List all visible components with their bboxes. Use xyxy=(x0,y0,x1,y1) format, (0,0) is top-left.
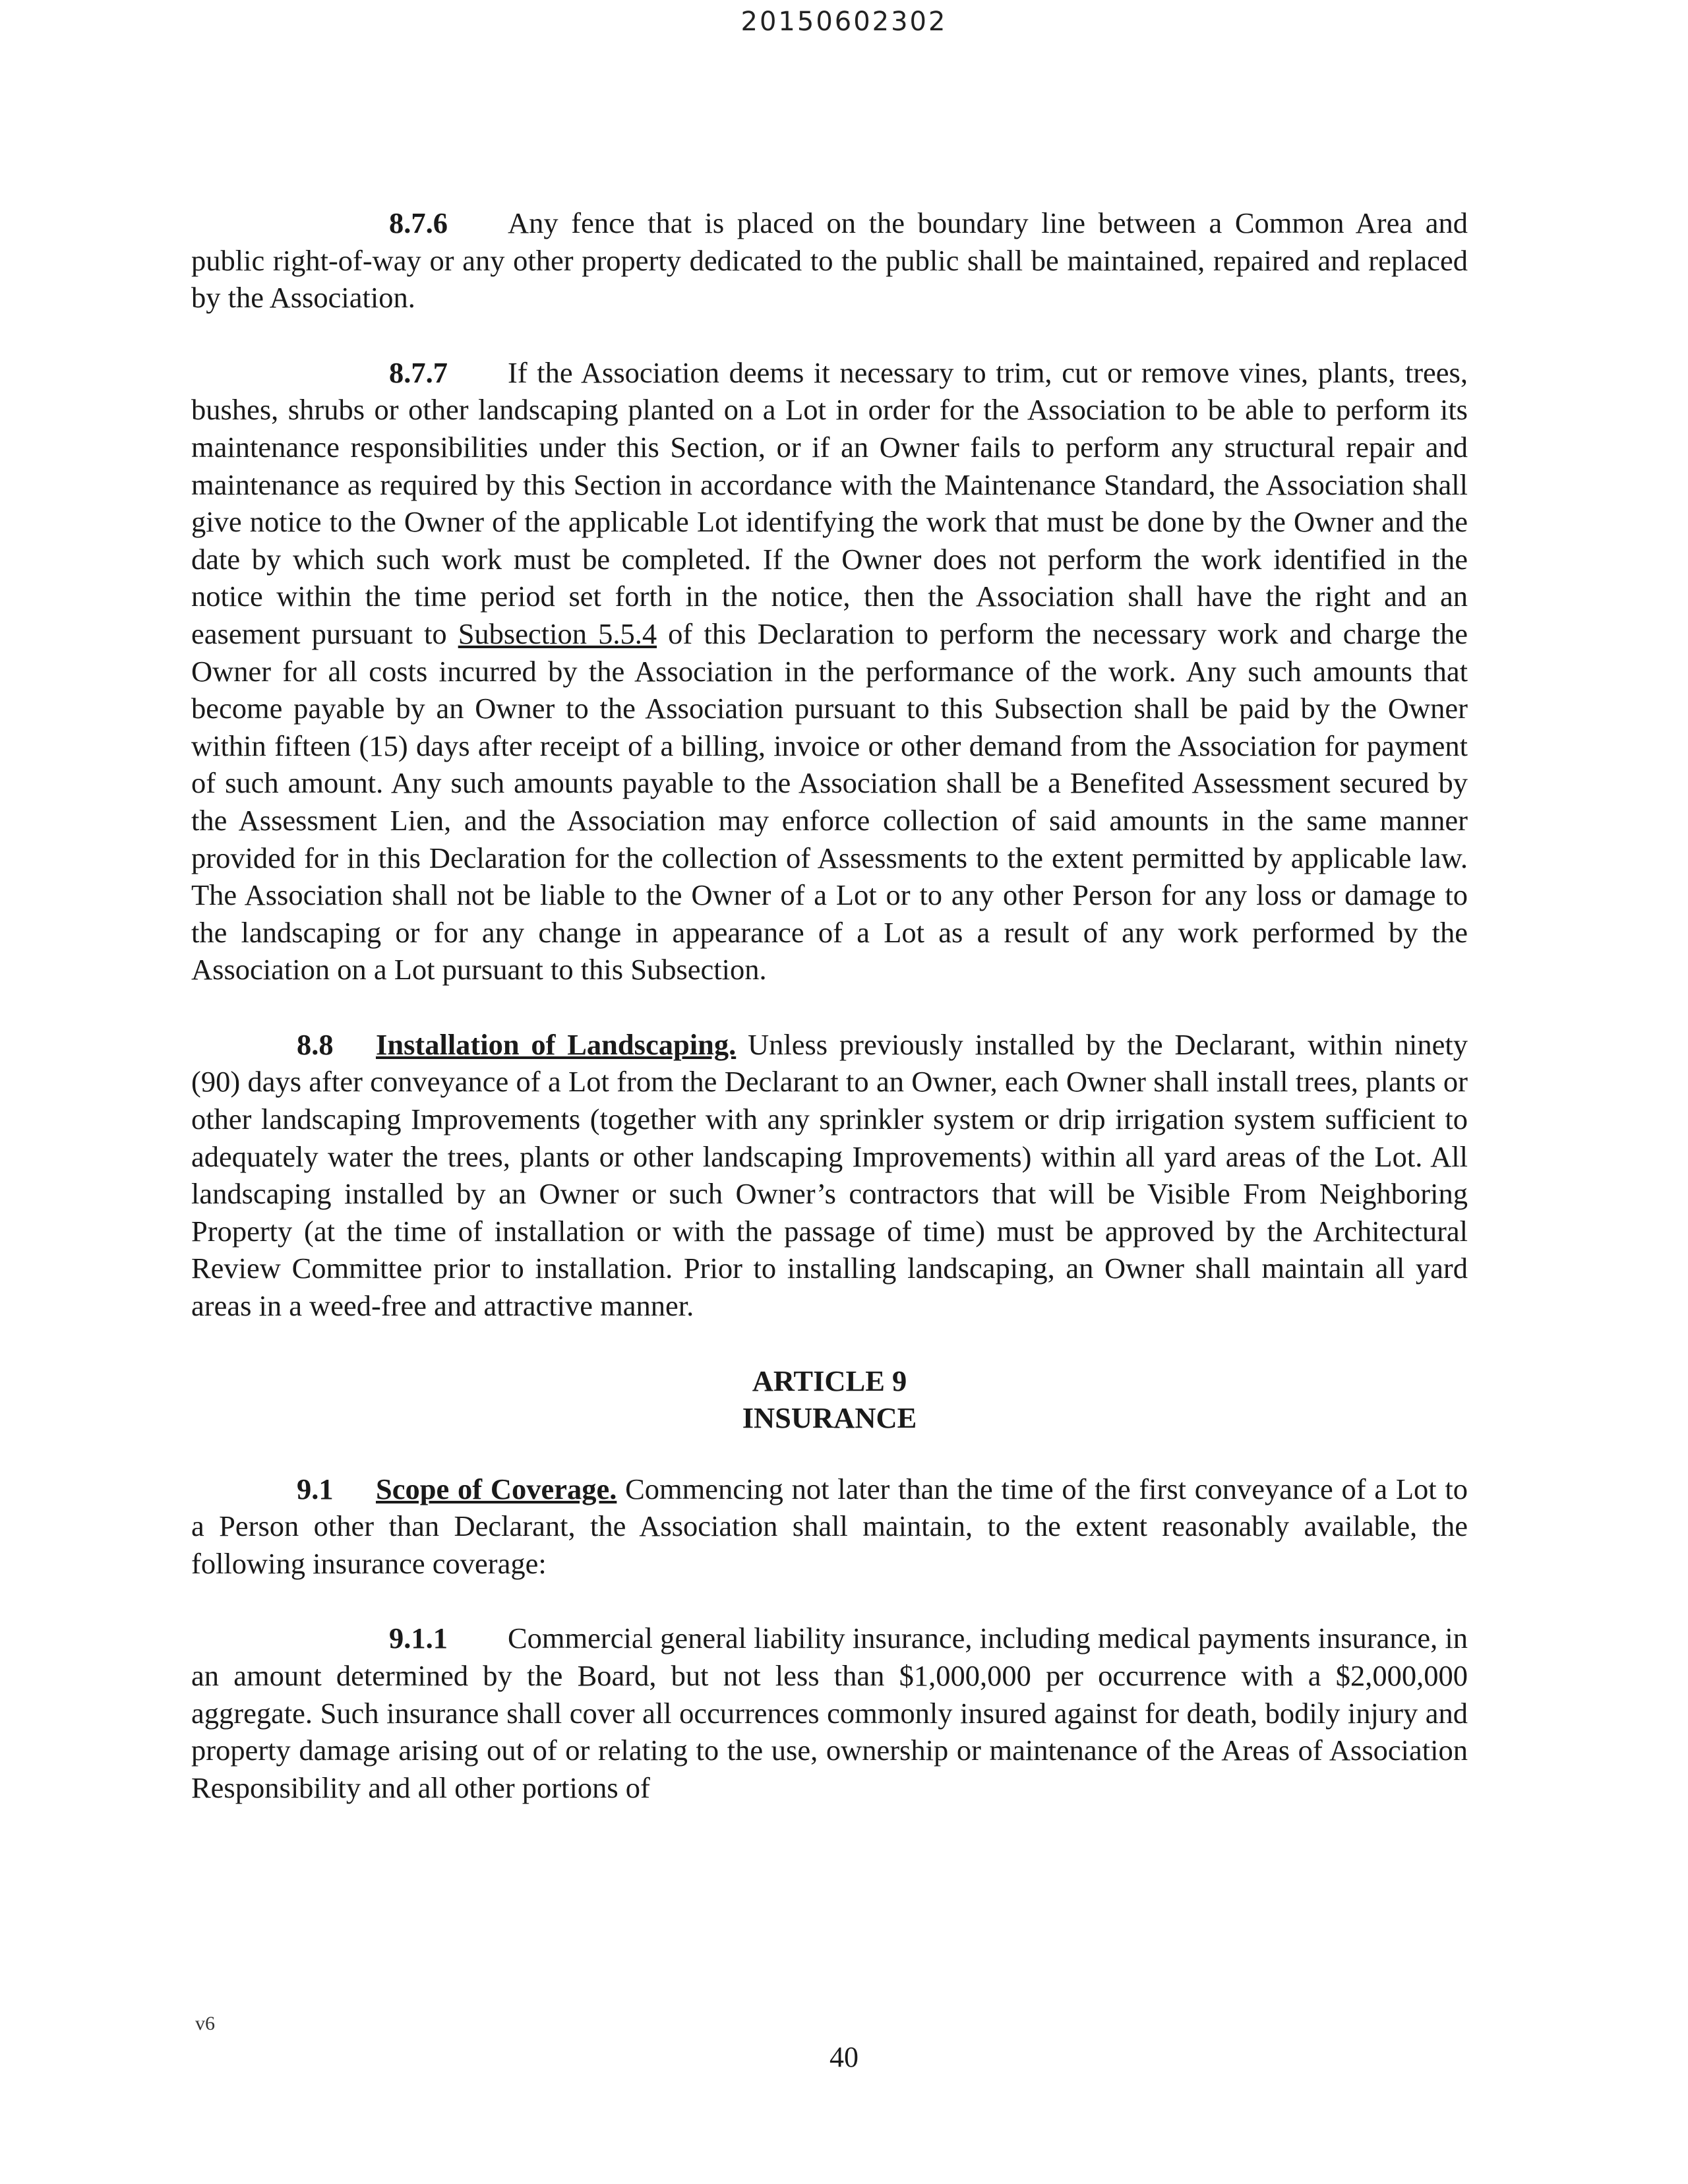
paragraph-8-7-6 xyxy=(191,204,1468,317)
article-heading xyxy=(191,1362,1468,1436)
paragraph-text: Unless previously installed by the Declarant, within ninety (90) days after conveyance of a Lot from the Declarant to an Owner, each Owner shall install trees, plants or other landscaping Improvements (together with any sprinkler system or drip irrigation system sufficient to adequately water the trees, plants or other landscaping Improvements) within all yard areas of the Lot. All landscaping installed by an Owner or such Owner’s contractors that will be Visible From Neighboring Property (at the time of installation or with the passage of time) must be approved by the Architectural Review Committee prior to installation. Prior to installing landscaping, an Owner shall maintain all yard areas in a weed-free and attractive manner. xyxy=(191,1027,1468,1323)
article-title: INSURANCE xyxy=(742,1401,917,1434)
section-heading: Installation of Landscaping. xyxy=(376,1027,737,1061)
version-label: v6 xyxy=(195,2013,215,2034)
section-number: 8.7.6 xyxy=(389,206,448,239)
paragraph-text: If the Association deems it necessary to trim, cut or remove vines, plants, trees, bushes, shrubs or other landscaping planted on a Lot in order for the Association to be able to perform its maintenance responsibilities under this Section, or if an Owner fails to perform any structural repair and maintenance as required by this Section in accordance with the Maintenance Standard, the Association shall give notice to the Owner of the applicable Lot identifying the work that must be done by the Owner and the date by which such work must be completed. If the Owner does not perform the work identified in the notice within the time period set forth in the notice, then the Association shall have the right and an easement pursuant to xyxy=(191,355,1468,650)
section-heading: Scope of Coverage. xyxy=(376,1472,617,1505)
section-number: 9.1.1 xyxy=(389,1622,448,1655)
paragraph-8-7-7 xyxy=(191,354,1468,988)
paragraph-text: of this Declaration to perform the necessary work and charge the Owner for all costs incurred by the Association in the performance of the work. Any such amounts that become payable by an Owner to the Association pursuant to this Subsection shall be paid by the Owner within fifteen (15) days after receipt of a billing, invoice or other demand from the Association for payment of such amount. Any such amounts payable to the Association shall be a Benefited Assessment secured by the Assessment Lien, and the Association may enforce collection of said amounts in the same manner provided for in this Declaration for the collection of Assessments to the extent permitted by applicable law. The Association shall not be liable to the Owner of a Lot or to any other Person for any loss or damage to the landscaping or for any change in appearance of a Lot as a result of any work performed by the Association on a Lot pursuant to this Subsection. xyxy=(191,617,1468,986)
section-number: 8.7.7 xyxy=(389,355,448,389)
paragraph-text: Commencing not later than the time of the first conveyance of a Lot to a Person other than Declarant, the Association shall maintain, to the extent reasonably available, the following insurance coverage: xyxy=(191,1472,1468,1580)
paragraph-9-1-1 xyxy=(191,1620,1468,1806)
paragraph-text: Any fence that is placed on the boundary line between a Common Area and public right-of-way or any other property dedicated to the public shall be maintained, repaired and replaced by the Association. xyxy=(191,206,1468,315)
page-body xyxy=(191,204,1468,1844)
section-number: 8.8 xyxy=(297,1027,334,1061)
document-number: 20150602302 xyxy=(740,7,948,37)
paragraph-9-1 xyxy=(191,1471,1468,1583)
section-number: 9.1 xyxy=(297,1472,334,1505)
paragraph-text: Commercial general liability insurance, including medical payments insurance, in an amount determined by the Board, but not less than $1,000,000 per occurrence with a $2,000,000 aggregate. Such insurance shall cover all occurrences commonly insured against for death, bodily injury and property damage arising out of or relating to the use, ownership or maintenance of the Areas of Association Responsibility and all other portions of xyxy=(191,1622,1468,1804)
paragraph-8-8 xyxy=(191,1026,1468,1325)
page-number: 40 xyxy=(829,2041,859,2073)
subsection-reference: Subsection 5.5.4 xyxy=(458,617,657,650)
article-number: ARTICLE 9 xyxy=(752,1364,907,1397)
